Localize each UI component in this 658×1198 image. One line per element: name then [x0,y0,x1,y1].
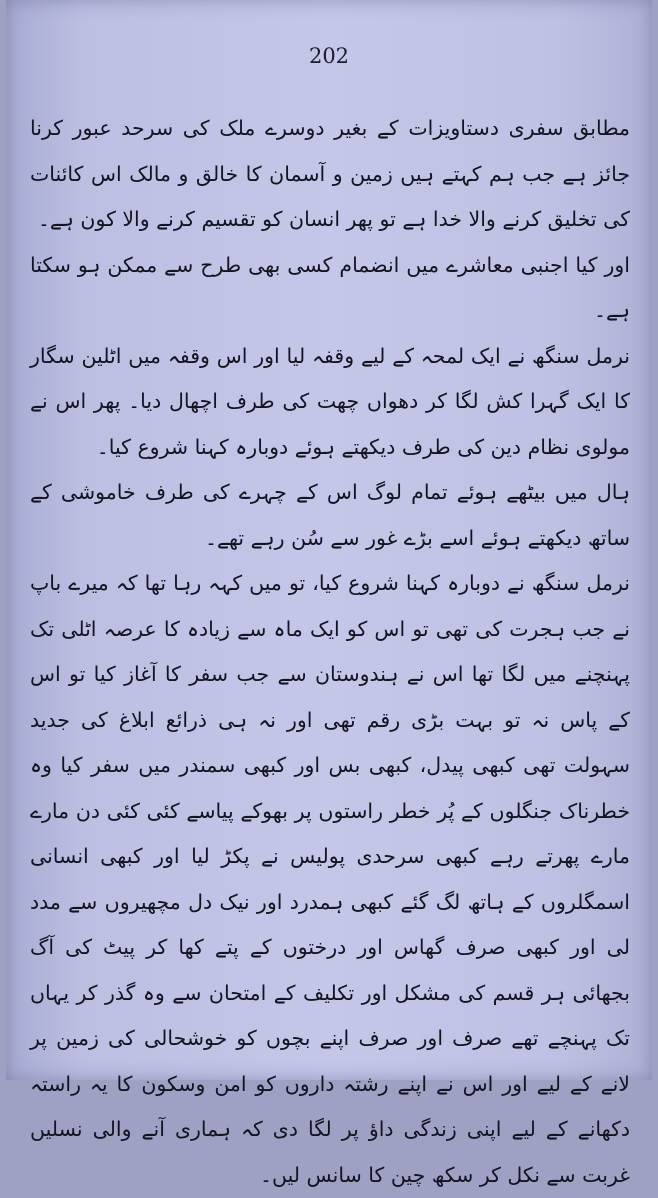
paragraph-assimilation-question: اور کیا اجنبی معاشرے میں انضمام کسی بھی طرح سے ممکن ہو سکتا ہے۔ [30,252,630,322]
page-body-text [30,106,630,1187]
paragraph-cigar-pause: نرمل سنگھ نے ایک لمحہ کے لیے وقفہ لیا اور اس وقفہ میں اٹلین سگار کا ایک گہرا کش لگا کر دھواں چھت کی طرف اچھال دیا۔ پھر اس نے مولوی نظام دین کی طرف دیکھتے ہوئے دوبارہ کہنا شروع کیا۔ [30,343,630,459]
paragraph-father-migration: نرمل سنگھ نے دوبارہ کہنا شروع کیا، تو میں کہہ رہا تھا کہ میرے باپ نے جب ہجرت کی تھی تو اس کو ایک ماہ سے زیادہ کا عرصہ اٹلی تک پہنچنے میں لگا تھا اس نے ہندوستان سے جب سفر کا آغاز کیا تو اس کے پاس نہ تو بہت بڑی رقم تھی اور نہ ہی ذرائع ابلاغ کی جدید سہولت تھی کبھی پیدل، کبھی بس اور کبھی سمندر میں سفر کیا وہ خطرناک جنگلوں کے پُر خطر راستوں پر بھوکے پیاسے کئی کئی دن مارے مارے پھرتے رہے کبھی سرحدی پولیس نے پکڑ لیا اور کبھی انسانی اسمگلروں کے ہاتھ لگ گئے کبھی ہمدرد اور نیک دل مچھیروں سے مدد لی اور کبھی صرف گھاس اور درختوں کے پتے کھا کر پیٹ کی آگ بجھائی ہر قسم کی مشکل اور تکلیف کے امتحان سے وہ گذر کر یہاں تک پہنچے تھے صرف اور صرف اپنے بچوں کو خوشحالی کی زمین پر لانے کے لیے اور اس نے اپنے رشتہ داروں کو امن وسکون کا یہ راستہ دکھانے کے لیے اپنی زندگی داؤ پر لگا دی کہ ہماری آنے والی نسلیں غربت سے نکل کر سکھ چین کا سانس لیں۔ [30,571,630,1187]
book-page [6,0,652,1187]
paragraph-hall-audience: ہال میں بیٹھے ہوئے تمام لوگ اس کے چہرے کی طرف خاموشی کے ساتھ دیکھتے ہوئے اسے بڑے غور سے سُن رہے تھے۔ [30,480,630,550]
page-number: 202 [308,44,350,68]
paragraph-border-crossing: مطابق سفری دستاویزات کے بغیر دوسرے ملک کی سرحد عبور کرنا جائز ہے جب ہم کہتے ہیں زمین و آسمان کا خالق و مالک اس کائنات کی تخلیق کرنے والا خدا ہے تو پھر انسان کو تقسیم کرنے والا کون ہے۔ [30,116,630,231]
